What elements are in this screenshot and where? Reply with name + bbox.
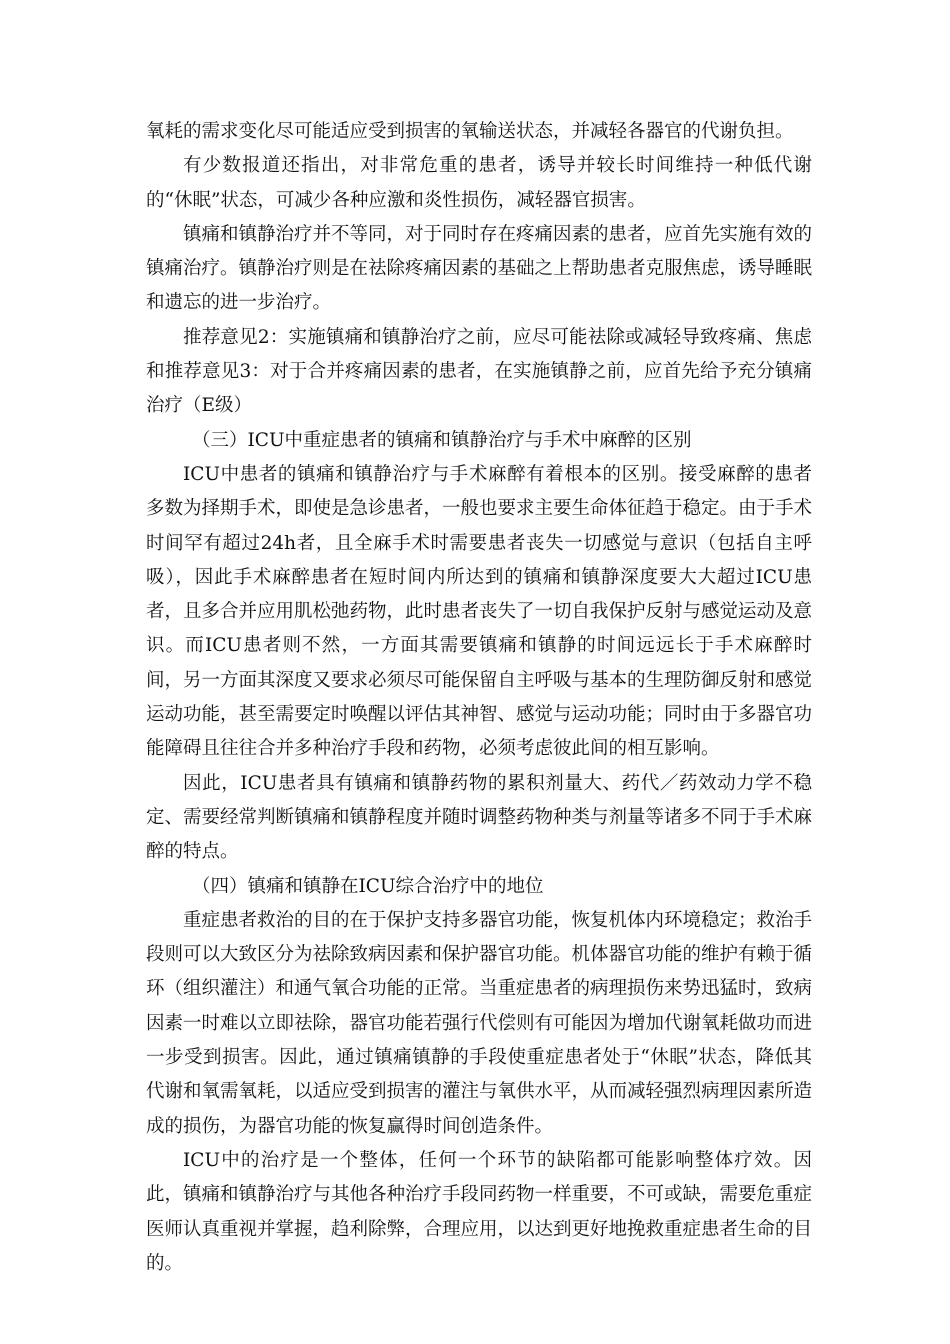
paragraph-treatment-goals: 重症患者救治的目的在于保护支持多器官功能，恢复机体内环境稳定；救治手段则可以大致区分为祛除致病因素和保护器官功能。机体器官功能的维护有赖于循环（组织灌注）和通气氧合功能的正常。当重症患者的病理损伤来势迅猛时，致病因素一时难以立即祛除，器官功能若强行代偿则有可能因为增加代谢氧耗做功而进一步受到损害。因此，通过镇痛镇静的手段使重症患者处于“休眠”状态，降低其代谢和氧需氧耗，以适应受到损害的灌注与氧供水平，从而减轻强烈病理因素所造成的损伤，为器官功能的恢复赢得时间创造条件。 xyxy=(146,909,813,1137)
paragraph-icu-characteristics: 因此，ICU患者具有镇痛和镇静药物的累积剂量大、药代／药效动力学不稳定、需要经常判断镇痛和镇静程度并随时调整药物种类与剂量等诸多不同于手术麻醉的特点。 xyxy=(146,772,813,863)
paragraph-icu-vs-anesthesia: ICU中患者的镇痛和镇静治疗与手术麻醉有着根本的区别。接受麻醉的患者多数为择期手术，即使是急诊患者，一般也要求主要生命体征趋于稳定。由于手术时间罕有超过24h者，且全麻手术时需要患者丧失一切感觉与意识（包括自主呼吸），因此手术麻醉患者在短时间内所达到的镇痛和镇静深度要大大超过ICU患者，且多合并应用肌松弛药物，此时患者丧失了一切自我保护反射与感觉运动及意识。而ICU患者则不然，一方面其需要镇痛和镇静的时间远远长于手术麻醉时间，另一方面其深度又要求必须尽可能保留自主呼吸与基本的生理防御反射和感觉运动功能，甚至需要定时唤醒以评估其神智、感觉与运动功能；同时由于多器官功能障碍且往往合并多种治疗手段和药物，必须考虑彼此间的相互影响。 xyxy=(146,463,813,760)
section-heading-4: （四）镇痛和镇静在ICU综合治疗中的地位 xyxy=(192,875,544,897)
paragraph-analgesia-vs-sedation: 镇痛和镇静治疗并不等同，对于同时存在疼痛因素的患者，应首先实施有效的镇痛治疗。镇静治疗则是在祛除疼痛因素的基础之上帮助患者克服焦虑，诱导睡眠和遗忘的进一步治疗。 xyxy=(146,223,813,314)
paragraph-continuation: 氧耗的需求变化尽可能适应受到损害的氧输送状态，并减轻各器官的代谢负担。 xyxy=(146,121,794,142)
paragraph-hibernation: 有少数报道还指出，对非常危重的患者，诱导并较长时间维持一种低代谢的“休眠”状态，可减少各种应激和炎性损伤，减轻器官损害。 xyxy=(146,155,812,211)
paragraph-recommendation: 推荐意见2：实施镇痛和镇静治疗之前，应尽可能祛除或减轻导致疼痛、焦虑和推荐意见3：对于合并疼痛因素的患者，在实施镇静之前，应首先给予充分镇痛治疗（E级） xyxy=(146,326,812,417)
paragraph-holistic-treatment: ICU中的治疗是一个整体，任何一个环节的缺陷都可能影响整体疗效。因此，镇痛和镇静治疗与其他各种治疗手段同药物一样重要，不可或缺，需要危重症医师认真重视并掌握，趋利除弊，合理应用，以达到更好地挽救重症患者生命的目的。 xyxy=(146,1149,813,1274)
section-heading-3: （三）ICU中重症患者的镇痛和镇静治疗与手术中麻醉的区别 xyxy=(192,429,692,451)
document-body xyxy=(146,115,812,1281)
